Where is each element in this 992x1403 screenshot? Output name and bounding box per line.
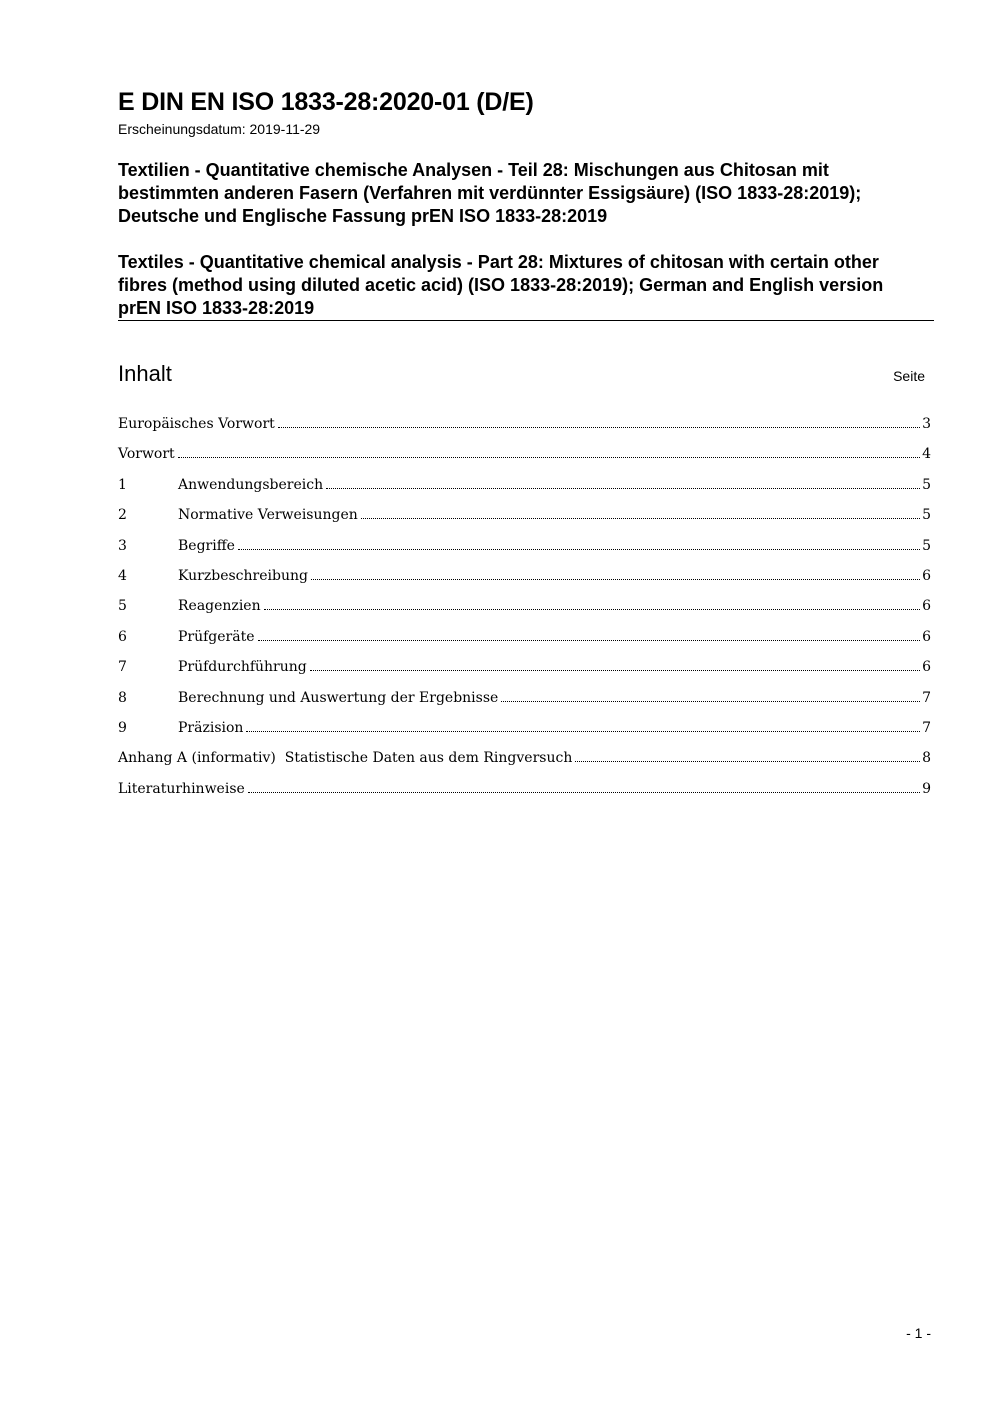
toc-leader-dots bbox=[326, 487, 920, 489]
toc-leader-dots bbox=[238, 548, 920, 550]
toc-entry[interactable] bbox=[118, 538, 931, 568]
toc-entry[interactable] bbox=[118, 598, 931, 628]
toc-entry-number: 6 bbox=[118, 628, 127, 645]
publication-date: Erscheinungsdatum: 2019-11-29 bbox=[118, 121, 321, 137]
toc-entry-page: 6 bbox=[922, 659, 931, 676]
toc-entry[interactable] bbox=[118, 659, 931, 689]
toc-entry-number: 7 bbox=[118, 659, 127, 676]
toc-entry-page: 5 bbox=[922, 507, 931, 524]
toc-leader-dots bbox=[310, 669, 920, 671]
toc-entry-number: 5 bbox=[118, 598, 127, 615]
toc-entry-number: 2 bbox=[118, 507, 127, 524]
title-divider bbox=[118, 320, 934, 321]
toc-entry-title: Reagenzien bbox=[178, 598, 261, 615]
toc-entry-number: 4 bbox=[118, 567, 127, 584]
toc-entry-page: 4 bbox=[922, 446, 931, 463]
toc-entry-title: Präzision bbox=[178, 719, 244, 736]
toc-entry-page: 8 bbox=[922, 750, 931, 767]
document-id: E DIN EN ISO 1833-28:2020-01 (D/E) bbox=[118, 88, 534, 116]
toc-entry[interactable] bbox=[118, 446, 931, 476]
toc-heading: Inhalt bbox=[118, 361, 172, 386]
toc-entry[interactable] bbox=[118, 750, 931, 780]
toc-entry[interactable] bbox=[118, 477, 931, 507]
toc-entry[interactable] bbox=[118, 629, 931, 659]
toc-entry-number: 9 bbox=[118, 719, 127, 736]
toc-leader-dots bbox=[246, 730, 920, 732]
toc-leader-dots bbox=[575, 760, 920, 762]
toc-entry-title: Europäisches Vorwort bbox=[118, 416, 275, 432]
toc-entry-title: Berechnung und Auswertung der Ergebnisse bbox=[178, 689, 499, 706]
toc-entry-title: Anhang A (informativ) Statistische Daten aus dem Ringversuch bbox=[118, 750, 573, 767]
toc-entry-page: 7 bbox=[922, 689, 931, 706]
title-english: Textiles - Quantitative chemical analysis - Part 28: Mixtures of chitosan with certain other fibres (method using diluted acetic acid) (ISO 1833-28:2019); German and English version prEN ISO 1833-28:2019 bbox=[118, 252, 884, 318]
toc-entry-title: Prüfgeräte bbox=[178, 628, 255, 645]
toc-entry-page: 9 bbox=[922, 780, 931, 797]
toc-entry-page: 7 bbox=[922, 719, 931, 736]
table-of-contents bbox=[118, 416, 931, 811]
toc-entry-page: 5 bbox=[922, 476, 931, 493]
toc-entry[interactable] bbox=[118, 720, 931, 750]
toc-entry[interactable] bbox=[118, 507, 931, 537]
toc-entry-page: 6 bbox=[922, 598, 931, 615]
title-german: Textilien - Quantitative chemische Analysen - Teil 28: Mischungen aus Chitosan mit bestimmten anderen Fasern (Verfahren mit verdünnter Essigsäure) (ISO 1833-28:2019); Deutsche und Englische Fassung prEN ISO 1833-28:2019 bbox=[118, 160, 862, 226]
toc-entry-title: Anwendungsbereich bbox=[178, 476, 324, 493]
toc-entry-page: 6 bbox=[922, 628, 931, 645]
toc-leader-dots bbox=[278, 426, 920, 428]
toc-leader-dots bbox=[311, 578, 920, 580]
toc-entry-title: Prüfdurchführung bbox=[178, 659, 307, 676]
toc-entry-title: Kurzbeschreibung bbox=[178, 567, 308, 584]
toc-entry-page: 5 bbox=[922, 537, 931, 554]
toc-entry-page: 6 bbox=[922, 567, 931, 584]
toc-leader-dots bbox=[248, 791, 920, 793]
toc-entry-title: Normative Verweisungen bbox=[178, 507, 358, 524]
toc-entry-title: Begriffe bbox=[178, 537, 235, 554]
toc-entry-number: 8 bbox=[118, 689, 127, 706]
toc-leader-dots bbox=[258, 639, 921, 641]
toc-entry-title: Vorwort bbox=[118, 446, 175, 463]
toc-entry[interactable] bbox=[118, 568, 931, 598]
toc-entry[interactable] bbox=[118, 690, 931, 720]
toc-entry-title: Literaturhinweise bbox=[118, 780, 245, 797]
toc-entry-number: 3 bbox=[118, 537, 127, 554]
toc-entry-number: 1 bbox=[118, 476, 127, 493]
toc-leader-dots bbox=[264, 608, 920, 610]
toc-leader-dots bbox=[501, 700, 920, 702]
toc-entry[interactable] bbox=[118, 416, 931, 446]
toc-leader-dots bbox=[361, 517, 920, 519]
toc-leader-dots bbox=[178, 456, 920, 458]
toc-entry-page: 3 bbox=[922, 416, 931, 432]
toc-entry[interactable] bbox=[118, 781, 931, 811]
page-number: - 1 - bbox=[906, 1325, 931, 1341]
toc-page-label: Seite bbox=[893, 368, 925, 384]
